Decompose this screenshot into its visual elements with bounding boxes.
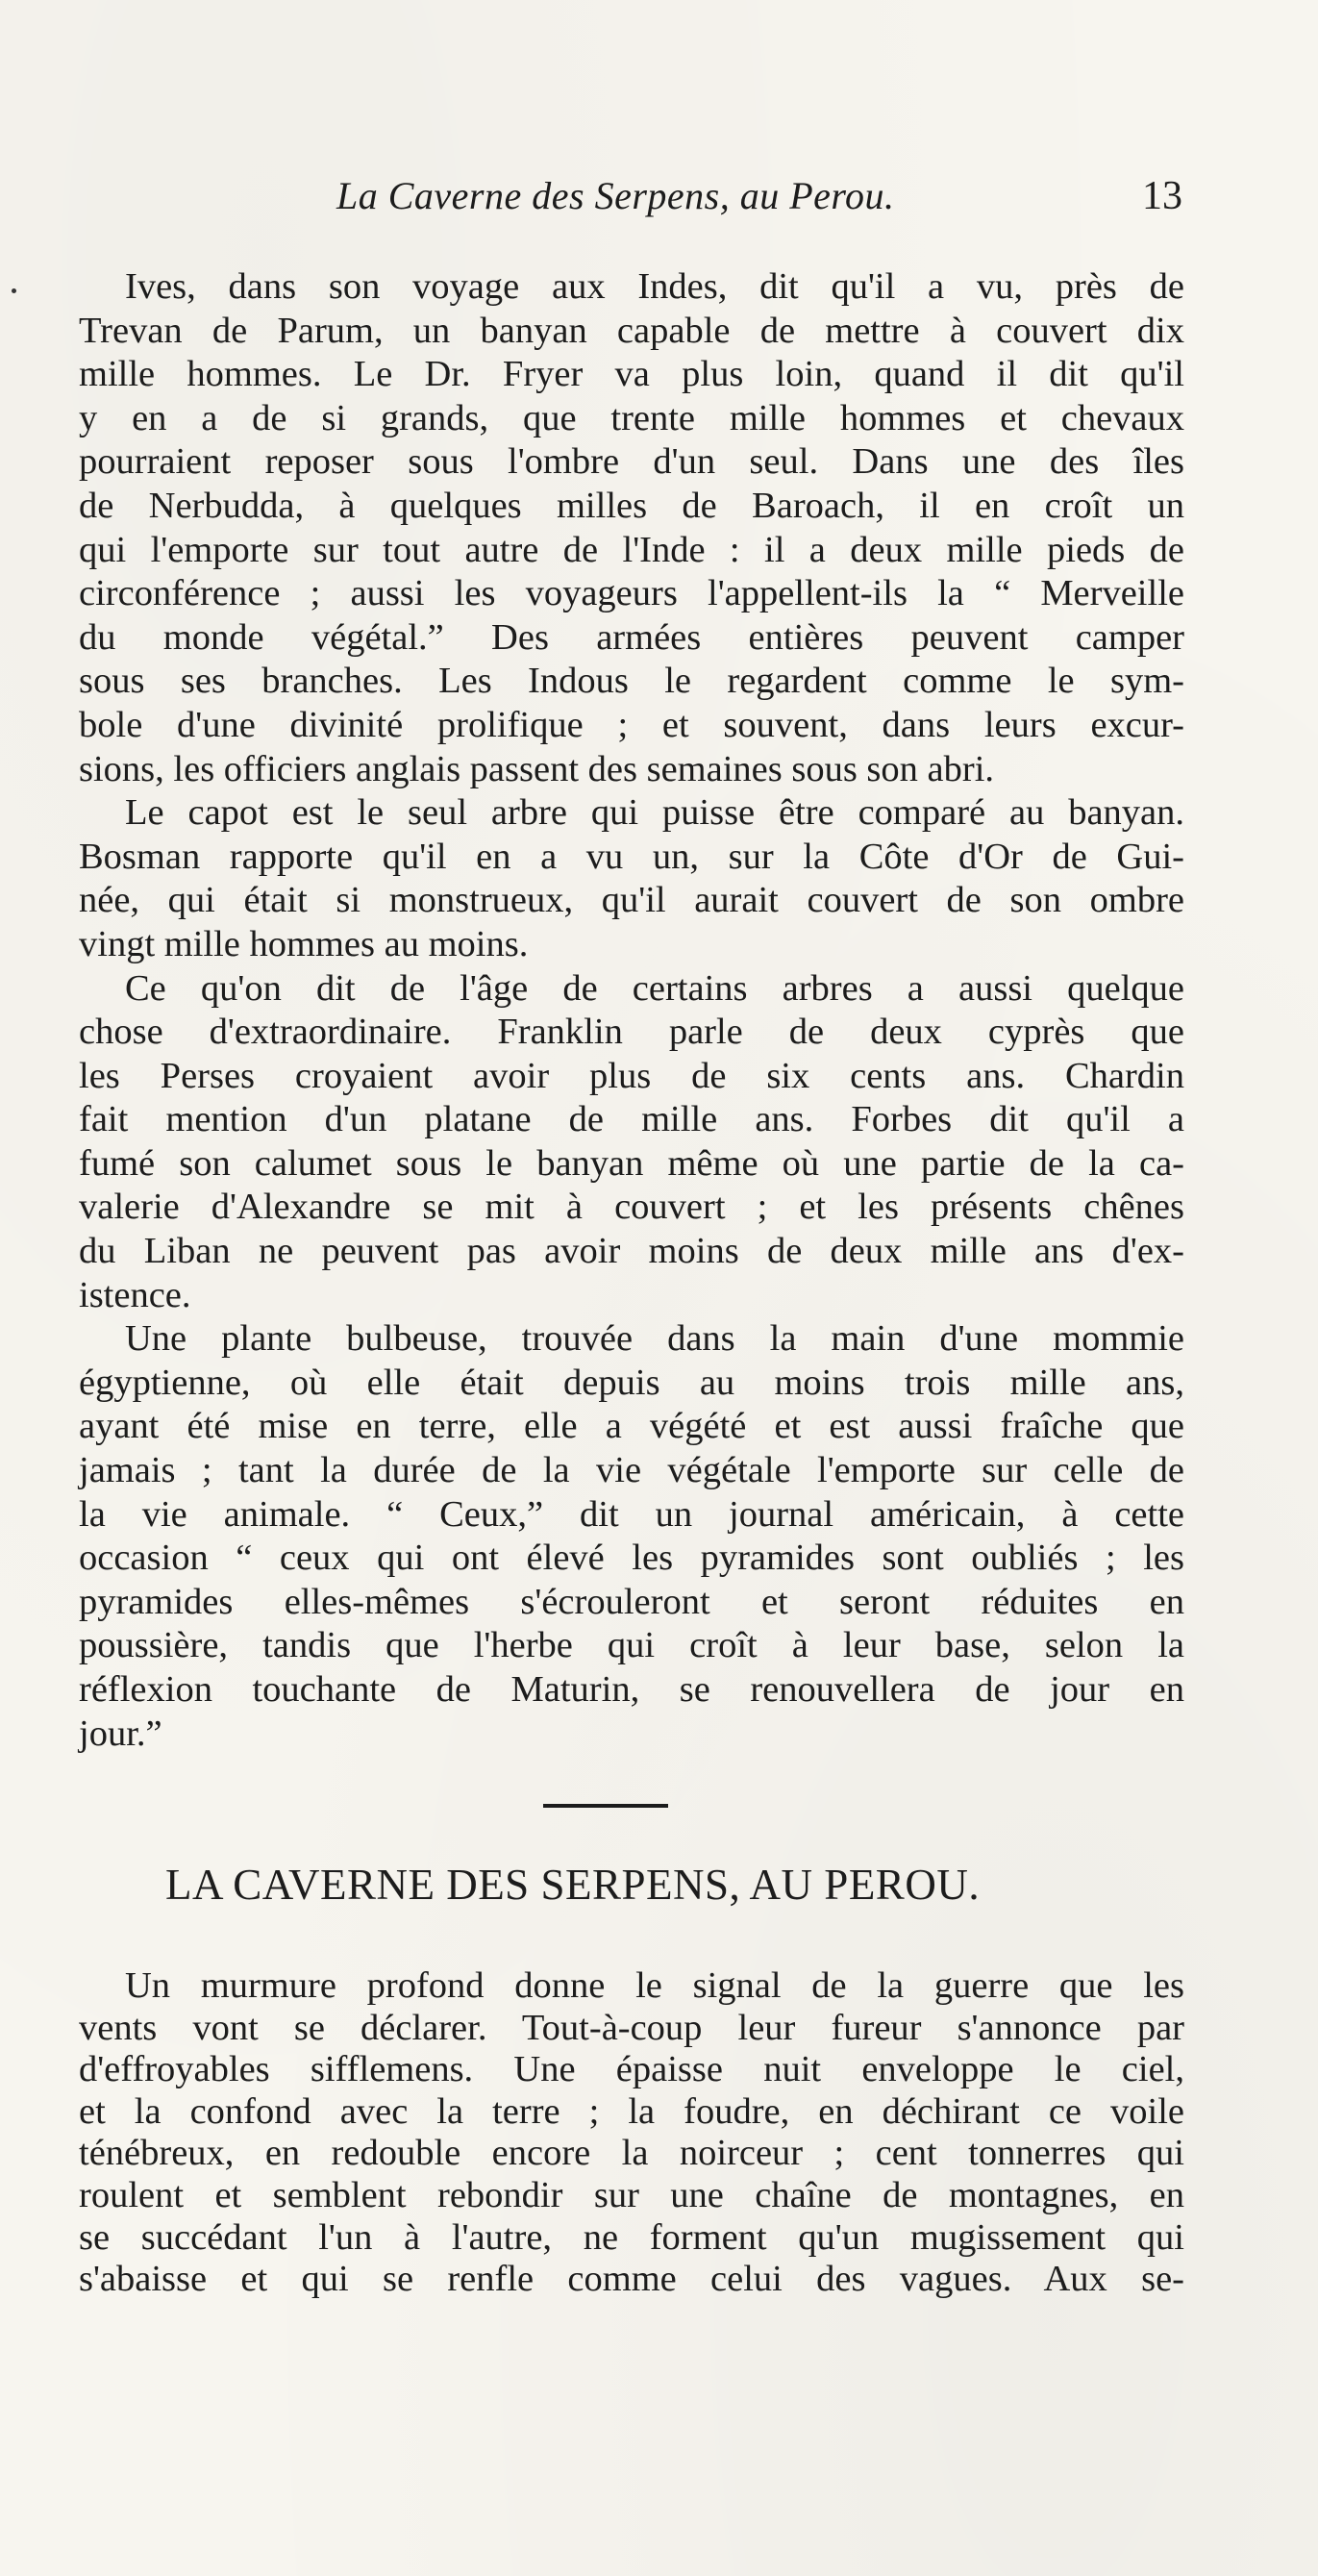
text-line: vents vont se déclarer. Tout-à-coup leur fureur s'annonce par [79,2007,1184,2048]
text-line: et la confond avec la terre ; la foudre, en déchirant ce voile [79,2090,1184,2132]
text-line: jour.” [79,1713,162,1754]
text-line: de Nerbudda, à quelques milles de Baroach, il en croît un [79,485,1184,526]
text-line: du monde végétal.” Des armées entières peuvent camper [79,616,1184,658]
text-line: pyramides elles-mêmes s'écrouleront et seront réduites en [79,1581,1184,1622]
margin-speck [12,288,16,293]
text-line: Ce qu'on dit de l'âge de certains arbres a aussi quelque [125,967,1184,1009]
section-divider [543,1804,668,1808]
text-line: valerie d'Alexandre se mit à couvert ; et les présents chênes [79,1187,1184,1228]
text-line: se succédant l'un à l'autre, ne forment qu'un mugissement qui [79,2216,1184,2258]
text-line: réflexion touchante de Maturin, se renouvellera de jour en [79,1669,1184,1710]
text-line: sous ses branches. Les Indous le regardent comme le sym- [79,661,1184,702]
text-line: Bosman rapporte qu'il en a vu un, sur la Côte d'Or de Gui- [79,836,1184,877]
text-line: Le capot est le seul arbre qui puisse être comparé au banyan. [125,792,1184,834]
text-line: d'effroyables sifflemens. Une épaisse nuit enveloppe le ciel, [79,2049,1184,2090]
text-line: vingt mille hommes au moins. [79,923,529,964]
text-line: ayant été mise en terre, elle a végété et est aussi fraîche que [79,1406,1184,1447]
text-line: bole d'une divinité prolifique ; et souvent, dans leurs excur- [79,704,1184,745]
text-line: ténébreux, en redouble encore la noirceur ; cent tonnerres qui [79,2133,1184,2174]
text-line: jamais ; tant la durée de la vie végétale l'emporte sur celle de [79,1450,1184,1491]
text-line: Un murmure profond donne le signal de la guerre que les [125,1965,1184,2006]
text-line: Trevan de Parum, un banyan capable de mettre à couvert dix [79,310,1184,351]
text-line: istence. [79,1274,191,1315]
text-line: Une plante bulbeuse, trouvée dans la main d'une mommie [125,1318,1184,1360]
text-line: y en a de si grands, que trente mille hommes et chevaux [79,397,1184,438]
text-line: née, qui était si monstrueux, qu'il aurait couvert de son ombre [79,880,1184,921]
text-line: circonférence ; aussi les voyageurs l'appellent-ils la “ Merveille [79,573,1184,614]
text-line: roulent et semblent rebondir sur une chaîne de montagnes, en [79,2174,1184,2215]
text-line: fumé son calumet sous le banyan même où une partie de la ca- [79,1142,1184,1184]
text-line: la vie animale. “ Ceux,” dit un journal américain, à cette [79,1493,1184,1535]
text-line: les Perses croyaient avoir plus de six cents ans. Chardin [79,1055,1184,1096]
text-line: Ives, dans son voyage aux Indes, dit qu'il a vu, près de [125,266,1184,307]
text-line: du Liban ne peuvent pas avoir moins de deux mille ans d'ex- [79,1231,1184,1272]
section-title: LA CAVERNE DES SERPENS, AU PEROU. [165,1861,981,1909]
text-line: mille hommes. Le Dr. Fryer va plus loin, quand il dit qu'il [79,354,1184,395]
text-line: pourraient reposer sous l'ombre d'un seul. Dans une des îles [79,441,1184,483]
text-line: chose d'extraordinaire. Franklin parle de deux cyprès que [79,1012,1184,1053]
text-line: poussière, tandis que l'herbe qui croît à leur base, selon la [79,1625,1184,1666]
text-line: occasion “ ceux qui ont élevé les pyramides sont oubliés ; les [79,1538,1184,1579]
article-banyan-text [79,265,1184,1756]
article-caverne-text [79,1965,1184,2301]
page-number: 13 [1142,174,1182,218]
running-title: La Caverne des Serpens, au Perou. [336,174,895,217]
text-line: qui l'emporte sur tout autre de l'Inde : il a deux mille pieds de [79,529,1184,570]
text-line: fait mention d'un platane de mille ans. Forbes dit qu'il a [79,1099,1184,1140]
text-line: s'abaisse et qui se renfle comme celui des vagues. Aux se- [79,2259,1184,2300]
text-line: égyptienne, où elle était depuis au moins trois mille ans, [79,1362,1184,1403]
text-line: sions, les officiers anglais passent des semaines sous son abri. [79,748,995,789]
